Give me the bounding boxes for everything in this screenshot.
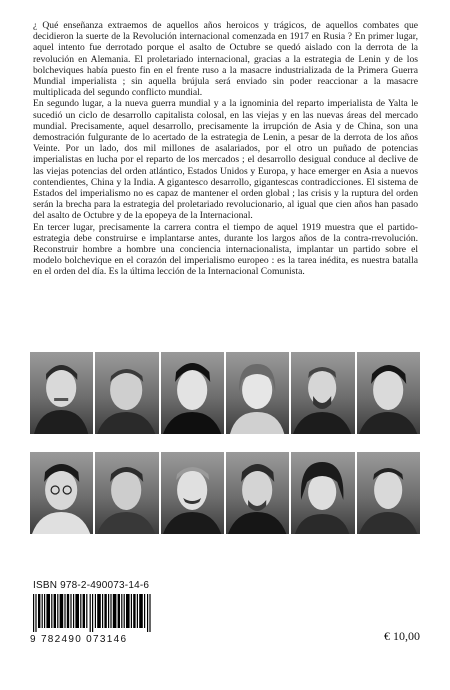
- portrait-image: [30, 352, 93, 434]
- back-cover-text: [33, 20, 418, 278]
- paragraph-1: ¿ Qué enseñanza extraemos de aquellos años heroicos y trágicos, de aquellos combates que decidieron la suerte de la Revolución internacional comenzada en 1917 en Rusia ? En primer lugar, aquel intento fue derrotado porque el asalto de Octubre se quedó aislado con la derrota de la revolución en Alemania. El proletariado internacional, gracias a la estrategia de Lenin y de los bolcheviques había puesto fin en el frente ruso a la masacre industrializada de la Primera Guerra Mundial imperialista ; sin aquella brújula será enviado sin poder reaccionar a la masacre multiplicada del segundo conflicto mundial.: [33, 20, 418, 99]
- barcode: [33, 594, 151, 632]
- portrait-image: [161, 352, 224, 434]
- price-label: € 10,00: [384, 629, 420, 643]
- barcode-number: 9 782490 073146: [30, 634, 128, 645]
- isbn-label: ISBN 978-2-490073-14-6: [33, 580, 150, 591]
- portrait-image: [161, 452, 224, 534]
- portrait-image: [226, 452, 289, 534]
- portrait-image: [95, 352, 158, 434]
- paragraph-2: En segundo lugar, a la nueva guerra mundial y a la ignominia del reparto imperialista de Yalta le sucedió un ciclo de desarrollo capitalista colosal, en las viejas y en las nuevas áreas del mercado mundial. Precisamente, aquel desarrollo, precisamente la irrupción de Asia y de China, son una demostración fulgurante de lo acertado de la estrategia de Lenin, a pesar de la derrota de los años Veinte. Por un lado, dos mil millones de asalariados, por el otro un puñado de potencias imperialistas en lucha por el reparto de los mercados ; el desarrollo desigual conduce al declive de las viejas potencias del orden atlántico, Estados Unidos y Europa, y hace emerger en Asia a nuevos contendientes, China y la India. A gigantesco desarrollo, gigantescas contradicciones. El sistema de Estados del imperialismo no es capaz de mantener el orden global ; las crisis y la ruptura del orden serán la brecha para la estrategia del proletariado revolucionario, al igual que cien años han pasado del asalto de Octubre y de la epopeya de la Internacional.: [33, 98, 418, 222]
- portrait-image: [226, 352, 289, 434]
- portrait-image: [291, 452, 354, 534]
- portrait-image: [291, 352, 354, 434]
- paragraph-3: En tercer lugar, precisamente la carrera contra el tiempo de aquel 1919 muestra que el partido-estrategia debe construirse e implantarse antes, durante los largos años de la contra-rrevolución. Reconstruir hombre a hombre una conciencia internacionalista, implantar un partido sobre el modelo bolchevique en el corazón del imperialismo europeo : es la tarea inédita, es nuestra batalla en el orden del día. Es la última lección de la Internacional Comunista.: [33, 221, 418, 278]
- portrait-image: [357, 352, 420, 434]
- portrait-image: [357, 452, 420, 534]
- portrait-image: [95, 452, 158, 534]
- portrait-row-bottom: [30, 452, 420, 534]
- portrait-image: [30, 452, 93, 534]
- portrait-row-top: [30, 352, 420, 434]
